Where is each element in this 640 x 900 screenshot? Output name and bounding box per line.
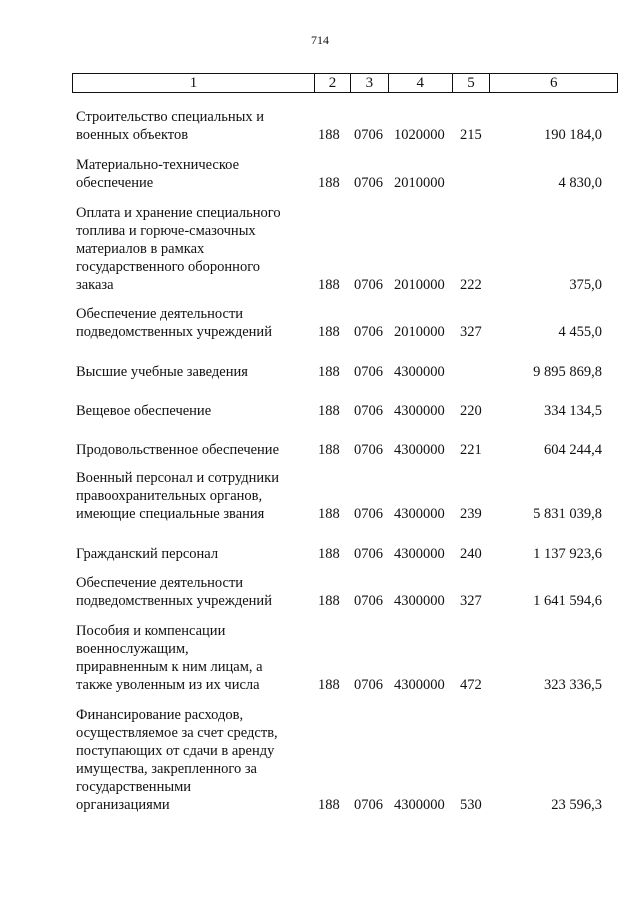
table-row xyxy=(76,469,608,523)
row-department-code: 188 xyxy=(318,175,340,191)
header-col-6: 6 xyxy=(489,74,617,92)
table-row xyxy=(76,156,608,192)
row-department-code: 188 xyxy=(318,677,340,693)
header-col-4: 4 xyxy=(388,74,452,92)
row-amount: 23 596,3 xyxy=(551,797,602,813)
row-target-item-code: 1020000 xyxy=(394,127,445,143)
row-expense-type-code: 240 xyxy=(460,546,482,562)
table-row xyxy=(76,108,608,144)
header-col-2: 2 xyxy=(314,74,350,92)
row-expense-type-code: 215 xyxy=(460,127,482,143)
row-section-code: 0706 xyxy=(354,324,383,340)
table-row xyxy=(76,402,608,420)
row-target-item-code: 4300000 xyxy=(394,677,445,693)
row-target-item-code: 2010000 xyxy=(394,277,445,293)
row-section-code: 0706 xyxy=(354,442,383,458)
row-amount: 4 455,0 xyxy=(558,324,602,340)
row-department-code: 188 xyxy=(318,506,340,522)
row-target-item-code: 2010000 xyxy=(394,175,445,191)
row-expense-type-code: 327 xyxy=(460,324,482,340)
row-expense-type-code: 530 xyxy=(460,797,482,813)
row-target-item-code: 4300000 xyxy=(394,403,445,419)
row-amount: 375,0 xyxy=(569,277,602,293)
row-expense-type-code: 239 xyxy=(460,506,482,522)
row-department-code: 188 xyxy=(318,403,340,419)
row-expense-type-code: 221 xyxy=(460,442,482,458)
row-department-code: 188 xyxy=(318,442,340,458)
row-department-code: 188 xyxy=(318,277,340,293)
row-target-item-code: 4300000 xyxy=(394,797,445,813)
row-description: Продовольственное обеспечение xyxy=(76,442,279,458)
table-row xyxy=(76,545,608,563)
row-target-item-code: 4300000 xyxy=(394,442,445,458)
row-section-code: 0706 xyxy=(354,677,383,693)
row-section-code: 0706 xyxy=(354,175,383,191)
row-description: Высшие учебные заведения xyxy=(76,364,248,380)
header-col-3: 3 xyxy=(350,74,388,92)
table-row xyxy=(76,363,608,381)
row-expense-type-code: 472 xyxy=(460,677,482,693)
row-amount: 9 895 869,8 xyxy=(533,364,602,380)
row-target-item-code: 4300000 xyxy=(394,364,445,380)
header-col-5: 5 xyxy=(452,74,490,92)
row-section-code: 0706 xyxy=(354,546,383,562)
row-amount: 323 336,5 xyxy=(544,677,602,693)
row-section-code: 0706 xyxy=(354,127,383,143)
row-section-code: 0706 xyxy=(354,277,383,293)
row-description: Гражданский персонал xyxy=(76,546,219,562)
table-row xyxy=(76,706,608,814)
row-amount: 5 831 039,8 xyxy=(533,506,602,522)
row-description: Вещевое обеспечение xyxy=(76,403,212,419)
row-amount: 4 830,0 xyxy=(558,175,602,191)
row-description: Пособия и компенсации военнослужащим, приравненным к ним лицам, а также уволенным из их числа xyxy=(76,623,263,693)
row-department-code: 188 xyxy=(318,593,340,609)
row-description: Военный персонал и сотрудники правоохранительных органов, имеющие специальные звания xyxy=(76,470,279,522)
row-amount: 334 134,5 xyxy=(544,403,602,419)
row-amount: 604 244,4 xyxy=(544,442,602,458)
row-section-code: 0706 xyxy=(354,403,383,419)
table-row xyxy=(76,441,608,459)
row-target-item-code: 4300000 xyxy=(394,593,445,609)
row-section-code: 0706 xyxy=(354,364,383,380)
row-description: Финансирование расходов, осуществляемое за счет средств, поступающих от сдачи в аренду имущества, закрепленного за государственными организациями xyxy=(76,707,278,813)
header-col-1: 1 xyxy=(189,75,198,91)
table-row xyxy=(76,204,608,294)
row-amount: 190 184,0 xyxy=(544,127,602,143)
row-description: Обеспечение деятельности подведомственных учреждений xyxy=(76,575,272,609)
row-amount: 1 137 923,6 xyxy=(533,546,602,562)
row-expense-type-code: 327 xyxy=(460,593,482,609)
row-department-code: 188 xyxy=(318,324,340,340)
row-department-code: 188 xyxy=(318,797,340,813)
row-expense-type-code: 222 xyxy=(460,277,482,293)
table-row xyxy=(76,305,608,341)
row-description: Оплата и хранение специального топлива и горюче-смазочных материалов в рамках государственного оборонного заказа xyxy=(76,205,281,293)
table-row xyxy=(76,574,608,610)
row-section-code: 0706 xyxy=(354,506,383,522)
row-department-code: 188 xyxy=(318,127,340,143)
page-number: 714 xyxy=(311,33,329,47)
row-section-code: 0706 xyxy=(354,593,383,609)
row-description: Материально-техническое обеспечение xyxy=(76,157,240,191)
row-description: Обеспечение деятельности подведомственных учреждений xyxy=(76,306,272,340)
row-target-item-code: 4300000 xyxy=(394,546,445,562)
row-department-code: 188 xyxy=(318,364,340,380)
table-row xyxy=(76,622,608,694)
row-target-item-code: 4300000 xyxy=(394,506,445,522)
row-department-code: 188 xyxy=(318,546,340,562)
row-target-item-code: 2010000 xyxy=(394,324,445,340)
row-expense-type-code: 220 xyxy=(460,403,482,419)
row-amount: 1 641 594,6 xyxy=(533,593,602,609)
row-section-code: 0706 xyxy=(354,797,383,813)
row-description: Строительство специальных и военных объектов xyxy=(76,109,264,143)
